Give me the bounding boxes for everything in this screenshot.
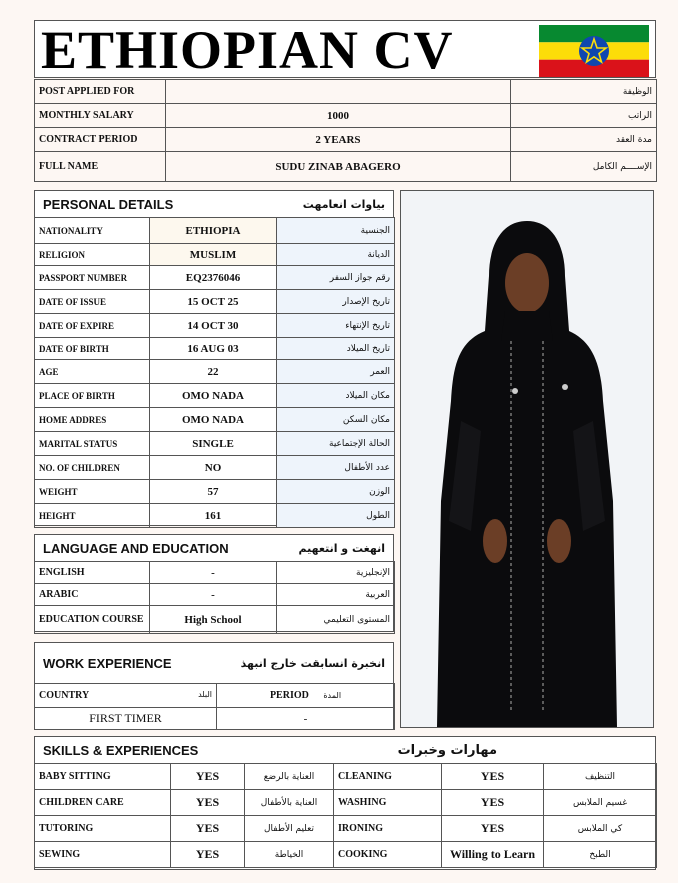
skills-table	[34, 763, 657, 868]
salary-row	[35, 104, 657, 128]
personal-field-value: SINGLE	[150, 432, 277, 456]
personal-row	[35, 432, 395, 456]
contract-row	[35, 128, 657, 152]
work-experience-section	[34, 642, 394, 730]
personal-field-value: ETHIOPIA	[150, 218, 277, 244]
education-row	[35, 606, 395, 634]
personal-row	[35, 266, 395, 290]
english-value: -	[150, 562, 277, 584]
work-data-row	[35, 708, 395, 730]
personal-field-label-ar: الجنسية	[277, 218, 395, 244]
country-header	[35, 684, 217, 708]
personal-field-value: MUSLIM	[150, 244, 277, 266]
skill-label-ar: تعليم الأطفال	[245, 816, 334, 842]
skills-row	[35, 816, 657, 842]
skill-value: YES	[442, 764, 544, 790]
language-education-table	[34, 561, 395, 634]
salary-label-ar: الراتب	[511, 104, 657, 128]
personal-field-value: EQ2376046	[150, 266, 277, 290]
personal-field-label: DATE OF EXPIRE	[35, 314, 150, 338]
personal-details-section	[34, 190, 394, 526]
post-row	[35, 80, 657, 104]
personal-field-label-ar: الوزن	[277, 480, 395, 504]
work-header-row	[35, 684, 395, 708]
post-label: POST APPLIED FOR	[35, 80, 166, 104]
personal-row	[35, 360, 395, 384]
personal-field-label: HOME ADDRES	[35, 408, 150, 432]
top-info-table	[34, 79, 657, 182]
contract-value: 2 YEARS	[166, 128, 511, 152]
personal-field-label-ar: عدد الأطفال	[277, 456, 395, 480]
personal-row	[35, 456, 395, 480]
skills-row	[35, 842, 657, 868]
post-label-ar: الوظيفة	[511, 80, 657, 104]
period-header	[217, 684, 395, 708]
personal-details-title: PERSONAL DETAILS	[43, 196, 174, 212]
arabic-value: -	[150, 584, 277, 606]
personal-field-value: NO	[150, 456, 277, 480]
skill-label-ar: التنظيف	[544, 764, 657, 790]
personal-field-label: PASSPORT NUMBER	[35, 266, 150, 290]
work-experience-header	[35, 643, 393, 684]
skill-label-ar: الخياطة	[245, 842, 334, 868]
personal-field-label: NO. OF CHILDREN	[35, 456, 150, 480]
skill-label-ar: العناية بالرضع	[245, 764, 334, 790]
language-education-title-ar: انهغت و انتعهيم	[298, 541, 385, 555]
personal-field-label-ar: الديانة	[277, 244, 395, 266]
personal-field-label: RELIGION	[35, 244, 150, 266]
fullname-value: SUDU ZINAB ABAGERO	[166, 152, 511, 182]
salary-value: 1000	[166, 104, 511, 128]
personal-field-value: 15 OCT 25	[150, 290, 277, 314]
personal-row	[35, 504, 395, 528]
skill-label-ar: الطبخ	[544, 842, 657, 868]
applicant-photo	[400, 190, 654, 728]
education-label: EDUCATION COURSE	[35, 606, 150, 634]
skill-label: CLEANING	[334, 764, 442, 790]
work-experience-table	[34, 683, 395, 730]
personal-row	[35, 314, 395, 338]
ethiopia-flag-icon	[539, 25, 649, 77]
language-education-title: LANGUAGE AND EDUCATION	[43, 540, 229, 556]
personal-row	[35, 290, 395, 314]
personal-field-label-ar: الطول	[277, 504, 395, 528]
personal-field-label-ar: رقم جواز السفر	[277, 266, 395, 290]
cv-page	[34, 20, 656, 870]
period-header-label: PERIOD	[269, 690, 309, 701]
personal-field-value: 57	[150, 480, 277, 504]
skill-value: YES	[171, 764, 245, 790]
skill-value: YES	[171, 842, 245, 868]
personal-field-label: DATE OF BIRTH	[35, 338, 150, 360]
personal-field-value: OMO NADA	[150, 408, 277, 432]
skill-label: IRONING	[334, 816, 442, 842]
english-label-ar: الإنجليزية	[277, 562, 395, 584]
skill-value: YES	[442, 816, 544, 842]
fullname-label-ar: الإســــم الكامل	[511, 152, 657, 182]
personal-row	[35, 338, 395, 360]
arabic-row	[35, 584, 395, 606]
skill-value: YES	[442, 790, 544, 816]
skills-row	[35, 764, 657, 790]
personal-field-label-ar: الحالة الإجتماعية	[277, 432, 395, 456]
personal-field-value: 16 AUG 03	[150, 338, 277, 360]
personal-field-label-ar: تاريخ الإنتهاء	[277, 314, 395, 338]
personal-details-table	[34, 217, 395, 528]
personal-field-label-ar: مكان الميلاد	[277, 384, 395, 408]
skill-value: Willing to Learn	[442, 842, 544, 868]
language-education-section	[34, 534, 394, 632]
personal-field-value: OMO NADA	[150, 384, 277, 408]
personal-field-label-ar: العمر	[277, 360, 395, 384]
personal-field-label: DATE OF ISSUE	[35, 290, 150, 314]
personal-row	[35, 408, 395, 432]
skill-value: YES	[171, 816, 245, 842]
personal-field-value: 161	[150, 504, 277, 528]
education-value: High School	[150, 606, 277, 634]
arabic-label: ARABIC	[35, 584, 150, 606]
country-header-label-ar: البلد	[198, 690, 212, 699]
english-row	[35, 562, 395, 584]
skill-value: YES	[171, 790, 245, 816]
personal-details-header	[35, 191, 393, 218]
country-header-label: COUNTRY	[39, 690, 90, 701]
contract-label-ar: مدة العقد	[511, 128, 657, 152]
skill-label-ar: غسيم الملابس	[544, 790, 657, 816]
personal-field-label: WEIGHT	[35, 480, 150, 504]
page-title: ETHIOPIAN CV	[41, 20, 454, 80]
personal-row	[35, 480, 395, 504]
work-country-value: FIRST TIMER	[35, 708, 217, 730]
personal-field-label-ar: مكان السكن	[277, 408, 395, 432]
personal-field-value: 22	[150, 360, 277, 384]
contract-label: CONTRACT PERIOD	[35, 128, 166, 152]
skill-label-ar: العناية بالأطفال	[245, 790, 334, 816]
skills-title: SKILLS & EXPERIENCES	[43, 742, 199, 758]
personal-field-label-ar: تاريخ الميلاد	[277, 338, 395, 360]
personal-field-label: NATIONALITY	[35, 218, 150, 244]
skill-label: SEWING	[35, 842, 171, 868]
personal-row	[35, 218, 395, 244]
skill-label-ar: كي الملابس	[544, 816, 657, 842]
cv-header	[34, 20, 656, 78]
skill-label: BABY SITTING	[35, 764, 171, 790]
work-experience-title-ar: انخبرة انسابقت خارج انبهذ	[240, 656, 385, 670]
skills-title-ar: مهارات وخبرات	[397, 742, 497, 758]
skill-label: COOKING	[334, 842, 442, 868]
period-header-label-ar: المدة	[323, 691, 342, 700]
work-period-value: -	[217, 708, 395, 730]
post-value	[166, 80, 511, 104]
personal-field-label: AGE	[35, 360, 150, 384]
skill-label: CHILDREN CARE	[35, 790, 171, 816]
language-education-header	[35, 535, 393, 562]
english-label: ENGLISH	[35, 562, 150, 584]
personal-row	[35, 384, 395, 408]
skill-label: TUTORING	[35, 816, 171, 842]
skills-section	[34, 736, 656, 870]
skills-header	[35, 737, 655, 764]
personal-field-label-ar: تاريخ الإصدار	[277, 290, 395, 314]
personal-field-label: HEIGHT	[35, 504, 150, 528]
fullname-row	[35, 152, 657, 182]
fullname-label: FULL NAME	[35, 152, 166, 182]
personal-details-title-ar: بياوات انعامهت	[302, 197, 385, 211]
skills-row	[35, 790, 657, 816]
personal-field-label: MARITAL STATUS	[35, 432, 150, 456]
applicant-photo-icon	[401, 191, 653, 727]
arabic-label-ar: العربية	[277, 584, 395, 606]
education-label-ar: المستوى التعليمي	[277, 606, 395, 634]
personal-field-value: 14 OCT 30	[150, 314, 277, 338]
skill-label: WASHING	[334, 790, 442, 816]
personal-row	[35, 244, 395, 266]
personal-field-label: PLACE OF BIRTH	[35, 384, 150, 408]
salary-label: MONTHLY SALARY	[35, 104, 166, 128]
work-experience-title: WORK EXPERIENCE	[43, 655, 172, 671]
